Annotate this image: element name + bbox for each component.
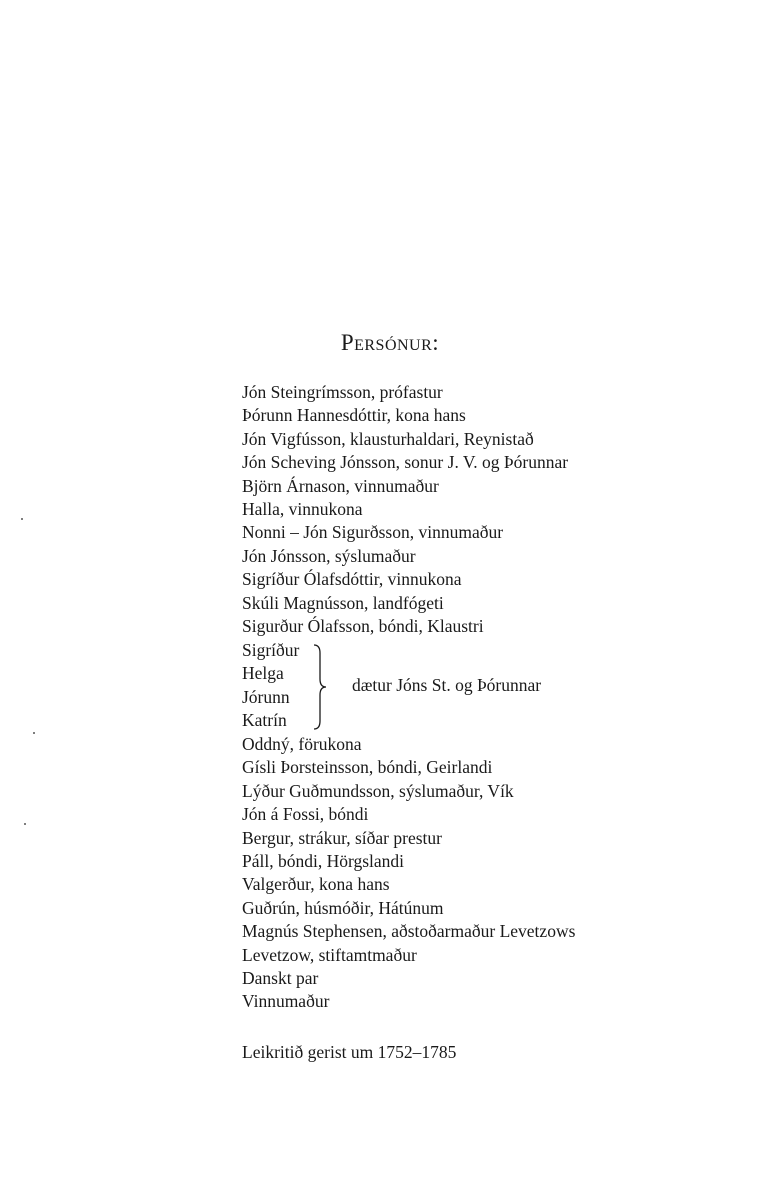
cast-item: Jón Steingrímsson, prófastur [242, 382, 443, 402]
daughter-name: Sigríður [242, 640, 300, 660]
cast-item: Páll, bóndi, Hörgslandi [242, 850, 405, 871]
cast-item: Jón á Fossi, bóndi [242, 804, 369, 825]
cast-item: Halla, vinnukona [242, 498, 363, 519]
cast-item: Jón Jónsson, sýslumaður [242, 545, 416, 566]
cast-item: Gísli Þorsteinsson, bóndi, Geirlandi [242, 757, 493, 778]
daughters-names [242, 639, 299, 733]
cast-item: Jón Scheving Jónsson, sonur J. V. og Þórunnar [242, 452, 569, 473]
cast-item: Skúli Magnússon, landfógeti [242, 592, 444, 613]
cast-list [242, 381, 568, 638]
cast-item: Björn Árnason, vinnumaður [242, 475, 439, 496]
scan-speck [24, 823, 26, 825]
cast-item: Levetzow, stiftamtmaður [242, 944, 417, 965]
daughter-name: Helga [242, 663, 284, 684]
cast-item: Jón Vigfússon, klausturhaldari, Reynistað [242, 428, 534, 449]
cast-item: Vinnumaður [242, 991, 330, 1012]
scan-speck [33, 732, 35, 734]
daughter-name: Jórunn [242, 686, 290, 707]
scan-speck [21, 518, 23, 520]
cast-item: Oddný, förukona [242, 734, 362, 754]
page-title: Persónur: [340, 330, 440, 355]
cast-item: Sigurður Ólafsson, bóndi, Klaustri [242, 615, 484, 636]
daughter-name: Katrín [242, 710, 287, 731]
cast-item: Lýður Guðmundsson, sýslumaður, Vík [242, 780, 514, 801]
setting-note: Leikritið gerist um 1752–1785 [242, 1042, 457, 1062]
cast-item: Bergur, strákur, síðar prestur [242, 827, 442, 848]
daughters-group [242, 639, 542, 733]
curly-brace-icon [312, 643, 330, 731]
cast-item: Magnús Stephensen, aðstoðarmaður Levetzows [242, 921, 576, 942]
cast-item: Danskt par [242, 967, 319, 988]
cast-item: Nonni – Jón Sigurðsson, vinnumaður [242, 522, 504, 543]
daughters-description: dætur Jóns St. og Þórunnar [352, 675, 542, 695]
cast-item: Sigríður Ólafsdóttir, vinnukona [242, 569, 462, 590]
cast-item: Þórunn Hannesdóttir, kona hans [242, 405, 466, 426]
cast-list-continued [242, 733, 575, 1014]
cast-item: Valgerður, kona hans [242, 874, 390, 895]
cast-item: Guðrún, húsmóðir, Hátúnum [242, 897, 444, 918]
